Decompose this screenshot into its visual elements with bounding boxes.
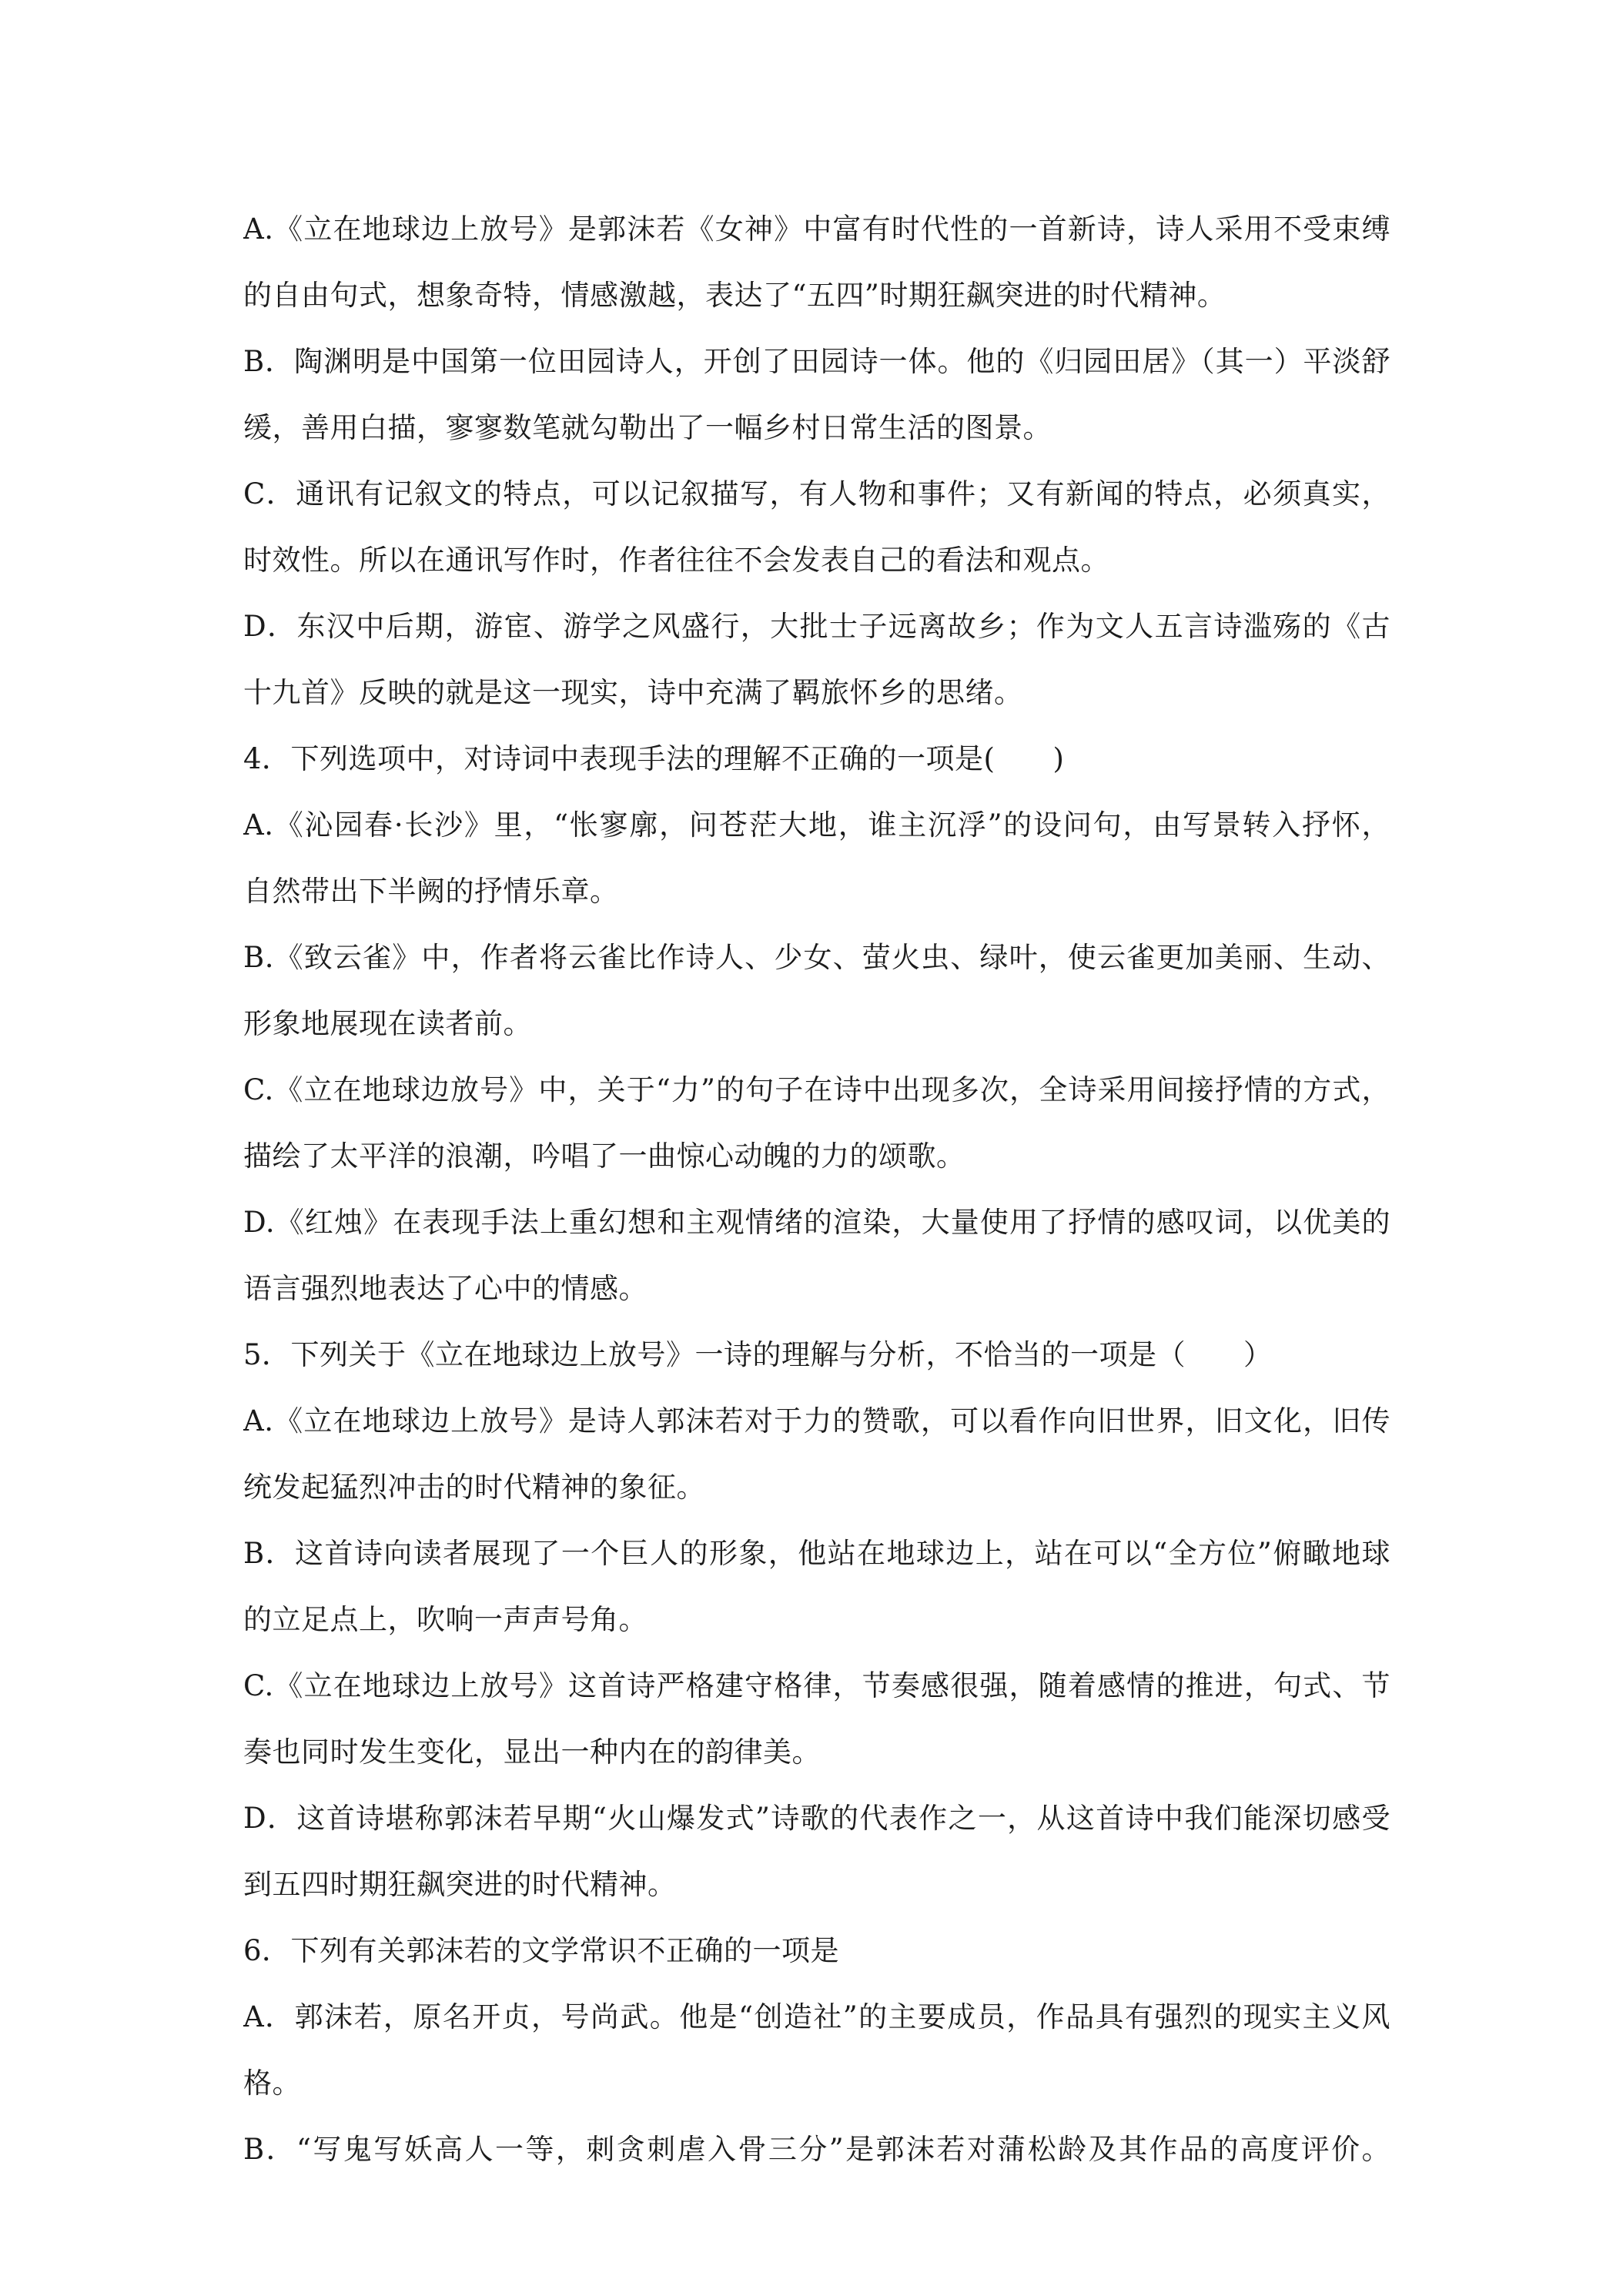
text-line: B．这首诗向读者展现了一个巨人的形象，他站在地球边上，站在可以“全方位”俯瞰地球	[243, 1537, 1390, 1570]
text-line: B．陶渊明是中国第一位田园诗人，开创了田园诗一体。他的《归园田居》（其一）平淡舒	[243, 345, 1390, 378]
text-line: 统发起猛烈冲击的时代精神的象征。	[243, 1471, 705, 1504]
text-line: 的立足点上，吹响一声声号角。	[243, 1603, 648, 1636]
text-line: 时效性。所以在通讯写作时，作者往往不会发表自己的看法和观点。	[243, 544, 1109, 577]
text-line: A.《沁园春·长沙》里，“怅寥廓，问苍茫大地，谁主沉浮”的设问句，由写景转入抒怀，	[243, 808, 1390, 842]
text-line: A．郭沫若，原名开贞，号尚武。他是“创造社”的主要成员，作品具有强烈的现实主义风	[243, 2000, 1390, 2033]
text-line: A.《立在地球边上放号》是郭沫若《女神》中富有时代性的一首新诗，诗人采用不受束缚	[243, 213, 1390, 246]
text-line: D．东汉中后期，游宦、游学之风盛行，大批士子远离故乡；作为文人五言诗滥殇的《古	[243, 610, 1390, 643]
text-line: 的自由句式，想象奇特，情感激越，表达了“五四”时期狂飙突进的时代精神。	[243, 279, 1226, 312]
document-body	[243, 196, 1390, 2183]
text-line: 6．下列有关郭沫若的文学常识不正确的一项是	[243, 1934, 840, 1967]
text-line: 语言强烈地表达了心中的情感。	[243, 1272, 648, 1305]
text-line: C.《立在地球边放号》中，关于“力”的句子在诗中出现多次，全诗采用间接抒情的方式，	[243, 1073, 1390, 1106]
text-line: A.《立在地球边上放号》是诗人郭沫若对于力的赞歌，可以看作向旧世界，旧文化，旧传	[243, 1404, 1390, 1438]
text-line: 描绘了太平洋的浪潮，吟唱了一曲惊心动魄的力的颂歌。	[243, 1140, 965, 1173]
text-line: 5．下列关于《立在地球边上放号》一诗的理解与分析，不恰当的一项是（ ）	[243, 1338, 1273, 1371]
text-line: B．“写鬼写妖高人一等，刺贪刺虐入骨三分”是郭沫若对蒲松龄及其作品的高度评价。	[243, 2133, 1390, 2166]
text-line: B.《致云雀》中，作者将云雀比作诗人、少女、萤火虫、绿叶，使云雀更加美丽、生动、	[243, 941, 1390, 974]
text-line: D．这首诗堪称郭沫若早期“火山爆发式”诗歌的代表作之一，从这首诗中我们能深切感受	[243, 1802, 1390, 1835]
text-line: 形象地展现在读者前。	[243, 1007, 532, 1040]
text-line: 十九首》反映的就是这一现实，诗中充满了羁旅怀乡的思绪。	[243, 676, 1023, 709]
text-line: 缓，善用白描，寥寥数笔就勾勒出了一幅乡村日常生活的图景。	[243, 411, 1052, 444]
text-line: D.《红烛》在表现手法上重幻想和主观情绪的渲染，大量使用了抒情的感叹词，以优美的	[243, 1206, 1390, 1239]
text-line: C．通讯有记叙文的特点，可以记叙描写，有人物和事件；又有新闻的特点，必须真实，	[243, 477, 1390, 510]
text-line: 格。	[243, 2067, 301, 2100]
text-line: C.《立在地球边上放号》这首诗严格建守格律，节奏感很强，随着感情的推进，句式、节	[243, 1669, 1390, 1702]
text-line: 奏也同时发生变化，显出一种内在的韵律美。	[243, 1735, 821, 1769]
text-line: 自然带出下半阙的抒情乐章。	[243, 875, 619, 908]
text-line: 4．下列选项中，对诗词中表现手法的理解不正确的一项是( )	[243, 742, 1065, 775]
text-line: 到五四时期狂飙突进的时代精神。	[243, 1868, 677, 1901]
